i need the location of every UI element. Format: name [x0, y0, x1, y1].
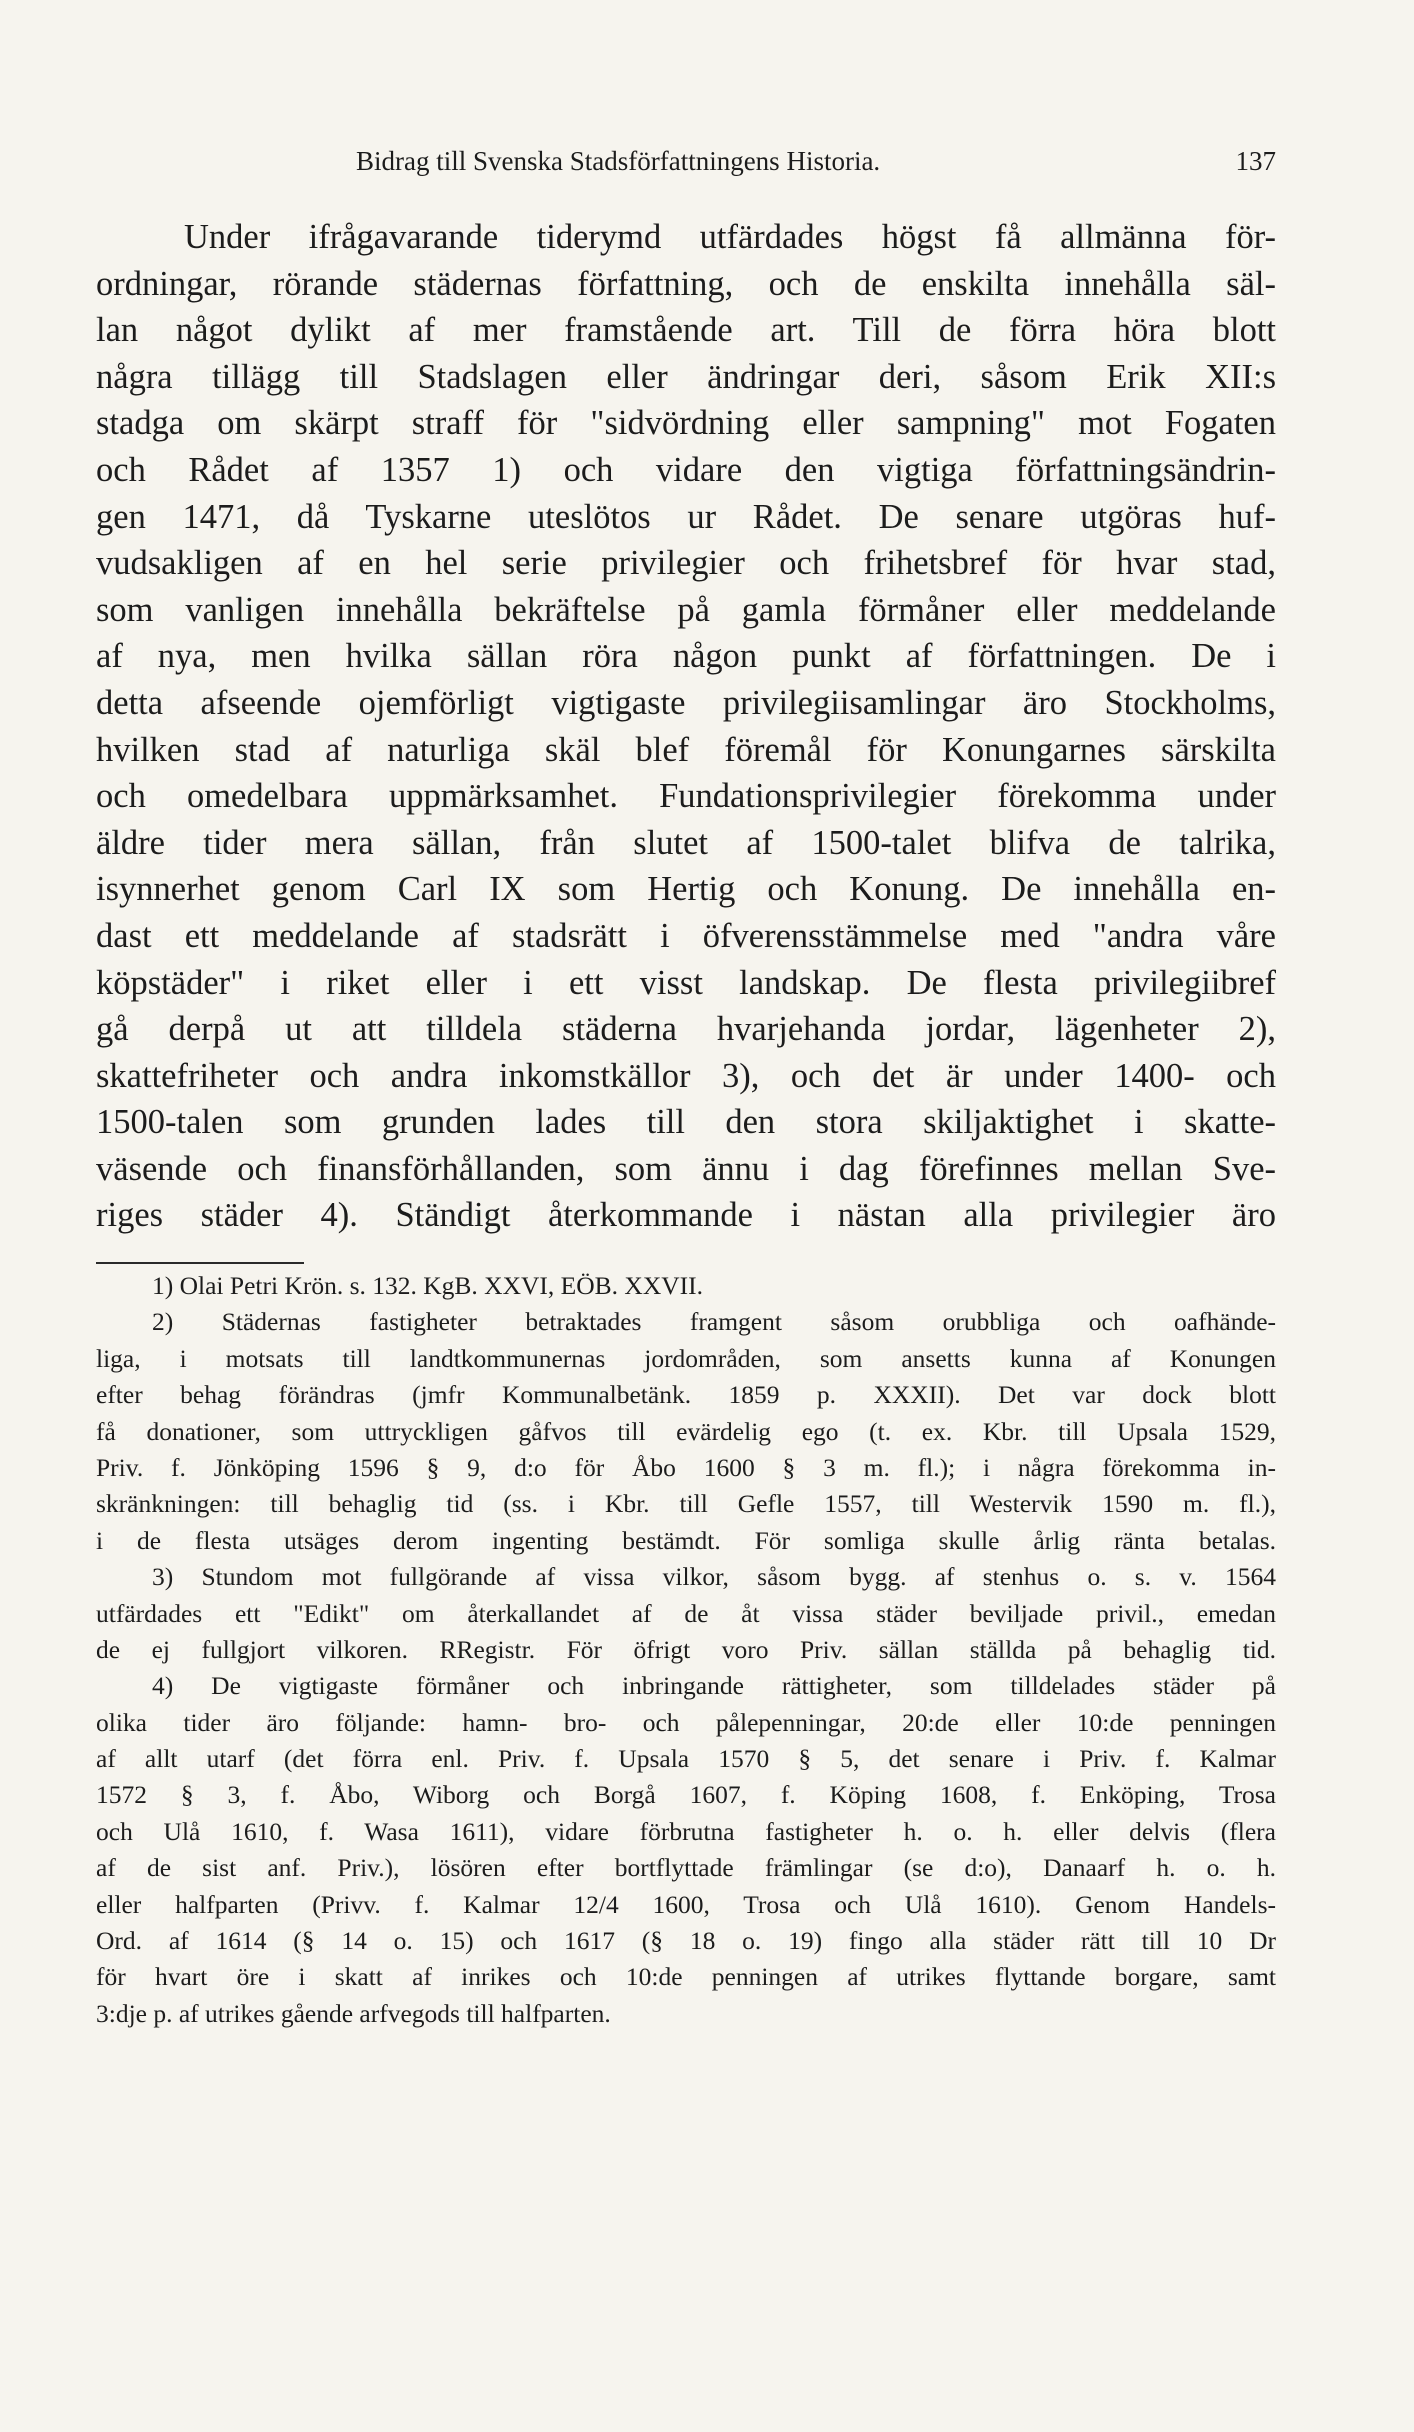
running-head: [96, 146, 1276, 186]
body-line: Under ifrågavarande tiderymd utfärdades högst få allmänna för-: [184, 218, 1276, 256]
body-line: hvilken stad af naturliga skäl blef föremål för Konungarnes särskilta: [96, 730, 1276, 769]
footnote-line: i de flesta utsäges derom ingenting bestämdt. För somliga skulle årlig ränta betalas.: [96, 1525, 1276, 1555]
body-line: 1500-talen som grunden lades till den stora skiljaktighet i skatte-: [96, 1103, 1276, 1142]
body-line: riges städer 4). Ständigt återkommande i nästan alla privilegier äro: [96, 1196, 1276, 1235]
footnote-line: utfärdades ett "Edikt" om återkallandet af de åt vissa städer beviljade privil., emedan: [96, 1598, 1276, 1628]
body-line: lan något dylikt af mer framstående art. Till de förra höra blott: [96, 311, 1276, 350]
footnote-line: liga, i motsats till landtkommunernas jordområden, som ansetts kunna af Konungen: [96, 1343, 1276, 1373]
body-line: stadga om skärpt straff för "sidvördning eller sampning" mot Fogaten: [96, 404, 1276, 443]
body-line: väsende och finansförhållanden, som ännu i dag förefinnes mellan Sve-: [96, 1149, 1276, 1188]
footnote-line: 2) Städernas fastigheter betraktades framgent såsom orubbliga och oafhände-: [152, 1307, 1276, 1337]
body-line: ordningar, rörande städernas författning, och de enskilta innehålla säl-: [96, 264, 1276, 303]
body-line: af nya, men hvilka sällan röra någon punkt af författningen. De i: [96, 637, 1276, 676]
footnote-rule: [96, 1262, 304, 1264]
footnote-line: för hvart öre i skatt af inrikes och 10:de penningen af utrikes flyttande borgare, samt: [96, 1962, 1276, 1992]
body-line: några tillägg till Stadslagen eller ändringar deri, såsom Erik XII:s: [96, 357, 1276, 396]
body-line: gen 1471, då Tyskarne uteslötos ur Rådet. De senare utgöras huf-: [96, 497, 1276, 536]
footnote-line: och Ulå 1610, f. Wasa 1611), vidare förbrutna fastigheter h. o. h. eller delvis (flera: [96, 1816, 1276, 1846]
body-line: dast ett meddelande af stadsrätt i öfverensstämmelse med "andra våre: [96, 916, 1276, 955]
footnote-line: Priv. f. Jönköping 1596 § 9, d:o för Åbo 1600 § 3 m. fl.); i några förekomma in-: [96, 1452, 1276, 1482]
footnote-line: af allt utarf (det förra enl. Priv. f. Upsala 1570 § 5, det senare i Priv. f. Kalmar: [96, 1744, 1276, 1774]
body-line: gå derpå ut att tilldela städerna hvarjehanda jordar, lägenheter 2),: [96, 1010, 1276, 1049]
footnote-line: 3:dje p. af utrikes gående arfvegods till halfparten.: [96, 1998, 611, 2028]
body-line: som vanligen innehålla bekräftelse på gamla förmåner eller meddelande: [96, 590, 1276, 629]
body-line: isynnerhet genom Carl IX som Hertig och Konung. De innehålla en-: [96, 870, 1276, 909]
footnote-line: skränkningen: till behaglig tid (ss. i Kbr. till Gefle 1557, till Westervik 1590 m. fl.),: [96, 1489, 1276, 1519]
footnote-line: olika tider äro följande: hamn- bro- och pålepenningar, 20:de eller 10:de penningen: [96, 1707, 1276, 1737]
body-line: vudsakligen af en hel serie privilegier och frihetsbref för hvar stad,: [96, 544, 1276, 583]
body-text: [96, 214, 1276, 1239]
footnote-line: efter behag förändras (jmfr Kommunalbetänk. 1859 p. XXXII). Det var dock blott: [96, 1380, 1276, 1410]
footnote-line: 1) Olai Petri Krön. s. 132. KgB. XXVI, EÖB. XXVII.: [152, 1271, 704, 1300]
footnote-line: få donationer, som uttryckligen gåfvos till evärdelig ego (t. ex. Kbr. till Upsala 1529,: [96, 1416, 1276, 1446]
footnote-line: de ej fullgjort vilkoren. RRegistr. För öfrigt voro Priv. sällan ställda på behaglig tid.: [96, 1634, 1276, 1664]
body-line: detta afseende ojemförligt vigtigaste privilegiisamlingar äro Stockholms,: [96, 683, 1276, 722]
footnotes: [96, 1268, 1276, 2032]
footnote-line: 4) De vigtigaste förmåner och inbringande rättigheter, som tilldelades städer på: [152, 1671, 1276, 1701]
body-line: och Rådet af 1357 1) och vidare den vigtiga författningsändrin-: [96, 450, 1276, 489]
body-line: köpstäder" i riket eller i ett visst landskap. De flesta privilegiibref: [96, 963, 1276, 1002]
footnote-line: 1572 § 3, f. Åbo, Wiborg och Borgå 1607, f. Köping 1608, f. Enköping, Trosa: [96, 1780, 1276, 1810]
footnote-line: af de sist anf. Priv.), lösören efter bortflyttade främlingar (se d:o), Danaarf h. o. h.: [96, 1853, 1276, 1883]
body-line: skattefriheter och andra inkomstkällor 3), och det är under 1400- och: [96, 1056, 1276, 1095]
body-line: och omedelbara uppmärksamhet. Fundationsprivilegier förekomma under: [96, 777, 1276, 816]
footnote-line: 3) Stundom mot fullgörande af vissa vilkor, såsom bygg. af stenhus o. s. v. 1564: [152, 1562, 1276, 1592]
footnote-line: Ord. af 1614 (§ 14 o. 15) och 1617 (§ 18 o. 19) fingo alla städer rätt till 10 Dr: [96, 1926, 1276, 1956]
body-line: äldre tider mera sällan, från slutet af 1500-talet blifva de talrika,: [96, 823, 1276, 862]
page-number: 137: [1235, 146, 1276, 176]
running-title: Bidrag till Svenska Stadsförfattningens Historia.: [356, 146, 881, 176]
footnote-line: eller halfparten (Privv. f. Kalmar 12/4 1600, Trosa och Ulå 1610). Genom Handels-: [96, 1889, 1276, 1919]
